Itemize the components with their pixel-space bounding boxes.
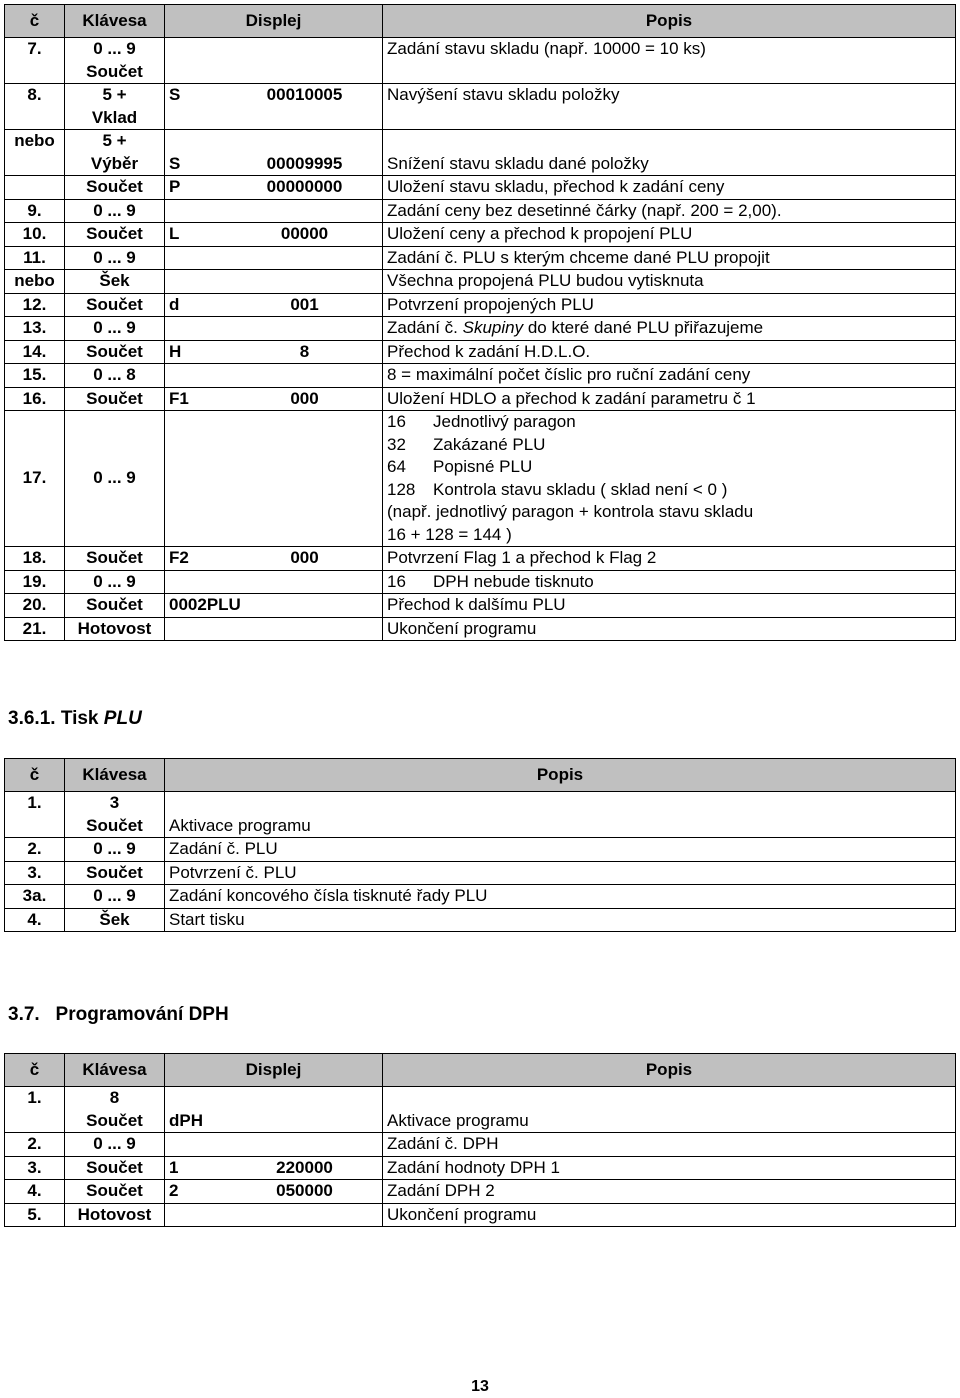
table-header — [5, 759, 956, 792]
table-row: 7. 0 ... 9 Součet Zadání stavu skladu (např. 10000 = 10 ks) — [5, 38, 956, 84]
col-display: Displej — [165, 5, 383, 38]
table-row: 2. 0 ... 9 Zadání č. DPH — [5, 1133, 956, 1157]
table-row: 3. Součet 1 220000 Zadání hodnoty DPH 1 — [5, 1156, 956, 1180]
col-key: Klávesa — [65, 759, 165, 792]
col-description: Popis — [383, 1054, 956, 1087]
table-row: 2. 0 ... 9 Zadání č. PLU — [5, 838, 956, 862]
table-row: 19. 0 ... 9 16 DPH nebude tisknuto — [5, 570, 956, 594]
table-row: 1. 3 Součet Aktivace programu — [5, 792, 956, 838]
col-key: Klávesa — [65, 1054, 165, 1087]
col-number: č — [5, 759, 65, 792]
plu-programming-table — [4, 4, 956, 641]
table-header — [5, 1054, 956, 1087]
table-row: 21. Hotovost Ukončení programu — [5, 617, 956, 641]
table-row: nebo 5 + Výběr S 00009995 Snížení stavu skladu dané položky — [5, 130, 956, 176]
col-key: Klávesa — [65, 5, 165, 38]
flag-option: 16 Jednotlivý paragon — [387, 412, 576, 431]
col-display: Displej — [165, 1054, 383, 1087]
table-row: 20. Součet 0002PLU Přechod k dalšímu PLU — [5, 594, 956, 618]
table-row: 13. 0 ... 9 Zadání č. Skupiny do které dané PLU přiřazujeme — [5, 317, 956, 341]
page-number: 13 — [471, 1378, 489, 1395]
flag-option: 64 Popisné PLU — [387, 457, 533, 476]
table-row: 5. Hotovost Ukončení programu — [5, 1203, 956, 1227]
flag-option: 32 Zakázané PLU — [387, 434, 546, 454]
table-row: 18. Součet F2 000 Potvrzení Flag 1 a přechod k Flag 2 — [5, 547, 956, 571]
table-row: 3. Součet Potvrzení č. PLU — [5, 861, 956, 885]
flag-option: 128 Kontrola stavu skladu ( sklad není < 0 ) — [387, 479, 728, 499]
table-row: 17. 0 ... 9 16 Jednotlivý paragon 32 Zakázané PLU 64 Popisné PLU 128 Kontrola stavu skladu ( sklad není < 0 ) (např. jednotlivý paragon + kontrola stavu skladu 16 + 128 = 144 ) — [5, 411, 956, 547]
col-description: Popis — [383, 5, 956, 38]
table-row: 11. 0 ... 9 Zadání č. PLU s kterým chceme dané PLU propojit — [5, 246, 956, 270]
section-heading-dph: 3.7. Programování DPH — [8, 1004, 229, 1025]
table-header — [5, 5, 956, 38]
table-row: 4. Součet 2 050000 Zadání DPH 2 — [5, 1180, 956, 1204]
table-row: 3a. 0 ... 9 Zadání koncového čísla tisknuté řady PLU — [5, 885, 956, 909]
table-row: 16. Součet F1 000 Uložení HDLO a přechod k zadání parametru č 1 — [5, 387, 956, 411]
col-number: č — [5, 5, 65, 38]
table-row: 12. Součet d 001 Potvrzení propojených PLU — [5, 293, 956, 317]
table-row: 15. 0 ... 8 8 = maximální počet číslic pro ruční zadání ceny — [5, 364, 956, 388]
table-row: 8. 5 + Vklad S 00010005 Navýšení stavu skladu položky — [5, 84, 956, 130]
table-row: 14. Součet H 8 Přechod k zadání H.D.L.O. — [5, 340, 956, 364]
vat-programming-table — [4, 1053, 956, 1227]
table-row: 9. 0 ... 9 Zadání ceny bez desetinné čárky (např. 200 = 2,00). — [5, 199, 956, 223]
col-description: Popis — [165, 759, 956, 792]
col-number: č — [5, 1054, 65, 1087]
plu-print-table — [4, 758, 956, 932]
table-row: nebo Šek Všechna propojená PLU budou vytisknuta — [5, 270, 956, 294]
table-row: 4. Šek Start tisku — [5, 908, 956, 932]
table-row: 10. Součet L 00000 Uložení ceny a přechod k propojení PLU — [5, 223, 956, 247]
table-row: 1. 8 Součet dPH Aktivace programu — [5, 1087, 956, 1133]
section-heading-tisk-plu: 3.6.1. Tisk PLU — [8, 708, 142, 729]
table-row: Součet P 00000000 Uložení stavu skladu, přechod k zadání ceny — [5, 176, 956, 200]
